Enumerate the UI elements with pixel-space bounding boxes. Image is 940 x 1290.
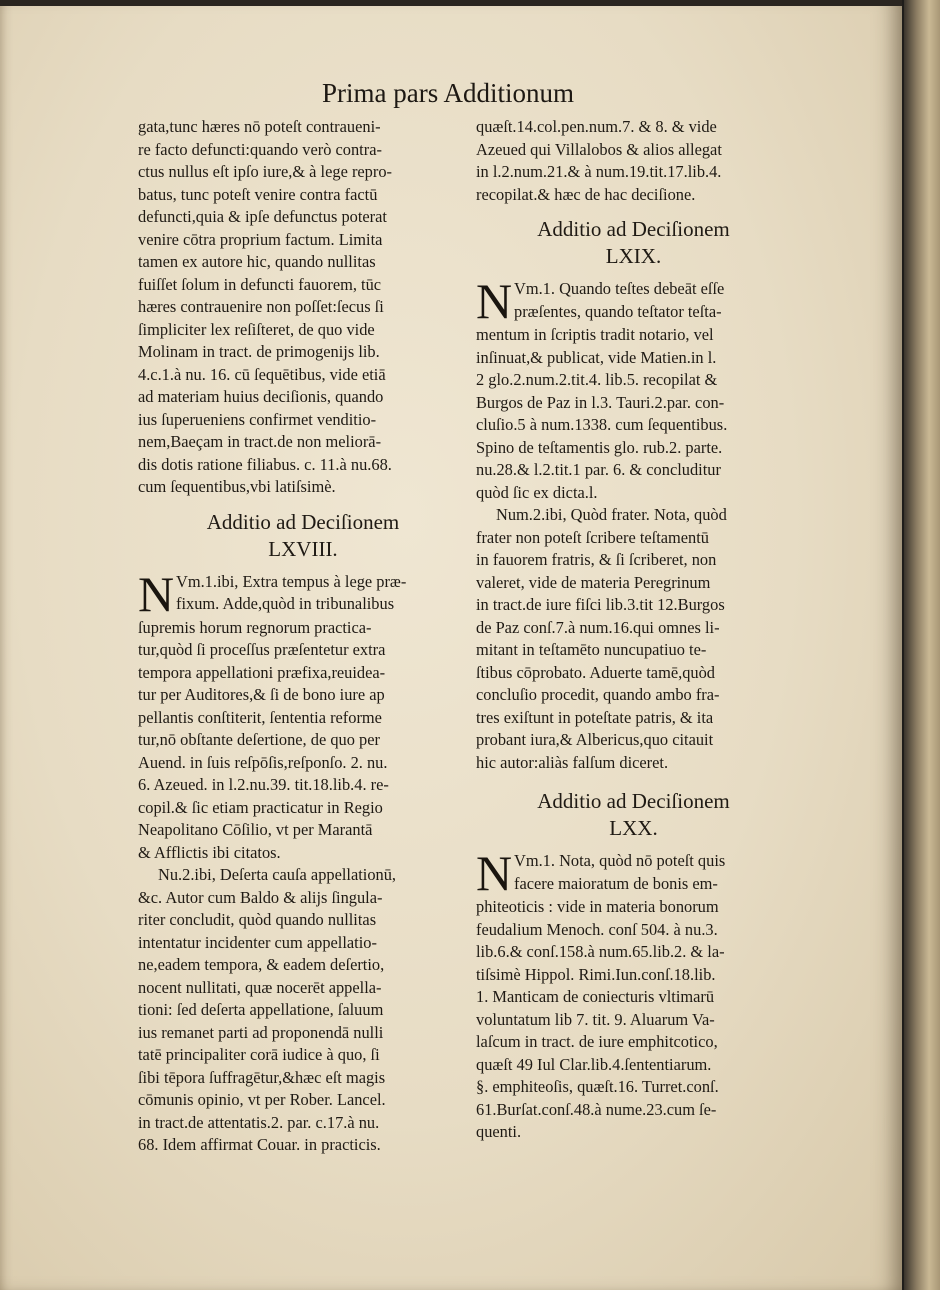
- section-heading-lxx: Additio ad Deciſionem: [537, 789, 730, 813]
- text-line: ſupremis horum regnorum practica-: [138, 617, 372, 637]
- text-line: 6. Azeued. in l.2.nu.39. tit.18.lib.4. re-: [138, 775, 389, 794]
- text-line: voluntatum lib 7. tit. 9. Aluarum Va-: [476, 1009, 715, 1029]
- text-line: gata,tunc hæres nō poteſt contraueni-: [138, 117, 381, 136]
- text-line: ius ſuperueniens confirmet venditio-: [138, 409, 377, 429]
- text-line: tur,quòd ſi proceſſus præſentetur extra: [138, 640, 386, 659]
- paragraph-lxviii: [138, 571, 468, 617]
- text-line: nem,Baeçam in tract.de non meliorā-: [138, 432, 382, 451]
- text-line: tamen ex autore hic, quando nullitas: [138, 252, 376, 271]
- text-line: Spino de teſtamentis glo. rub.2. parte.: [476, 437, 723, 457]
- text-line: tres exiſtunt in poteſtate patris, & ita: [476, 707, 714, 727]
- text-line: mitant in teſtamēto nuncupatiuo te-: [476, 640, 707, 659]
- text-line: tur,nō obſtante deſertione, de quo per: [138, 730, 380, 749]
- paragraph-lxix: [476, 278, 791, 324]
- text-line: frater non poteſt ſcribere teſtamentū: [476, 527, 710, 547]
- text-line: ne,eadem tempora, & eadem deſertio,: [138, 955, 385, 974]
- drop-cap: N: [476, 278, 513, 324]
- running-head: Prima pars Additionum: [322, 78, 574, 108]
- section-number-lxix: LXIX.: [605, 244, 662, 268]
- text-line: re facto defuncti:quando verò contra-: [138, 139, 382, 159]
- text-line: lib.6.& conſ.158.à num.65.lib.2. & la-: [476, 942, 725, 961]
- text-line: concluſio procedit, quando ambo fra-: [476, 685, 720, 704]
- text-line: in tract.de iure fiſci lib.3.tit 12.Burgos: [476, 595, 725, 614]
- text-line: tioni: ſed deſerta appellatione, ſaluum: [138, 1000, 384, 1019]
- text-line: quòd ſic ex dicta.l.: [476, 482, 598, 502]
- text-line: defuncti,quia & ipſe defunctus poterat: [138, 207, 387, 226]
- text-line: fixum. Adde,quòd in tribunalibus: [176, 594, 395, 613]
- text-line: ſibi tēpora ſuffragētur,&hæc eſt magis: [138, 1067, 386, 1087]
- section-heading-lxix: Additio ad Deciſionem: [537, 217, 730, 241]
- drop-cap-lines: [476, 278, 791, 323]
- text-line: inſinuat,& publicat, vide Matien.in l.: [476, 347, 717, 367]
- text-line: batus, tunc poteſt venire contra factū: [138, 184, 378, 204]
- text-line: Auend. in ſuis reſpōſis,reſponſo. 2. nu.: [138, 752, 388, 772]
- text-line: mentum in ſcriptis tradit notario, vel: [476, 325, 714, 344]
- text-line: 1. Manticam de coniecturis vltimarū: [476, 987, 715, 1006]
- text-line: Neapolitano Cōſilio, vt per Marantā: [138, 820, 373, 839]
- drop-cap: N: [138, 570, 175, 617]
- section-number-lxviii: LXVIII.: [268, 536, 338, 561]
- text-line: valeret, vide de materia Peregrinum: [476, 572, 711, 592]
- text-line: §. emphiteoſis, quæſt.16. Turret.conſ.: [476, 1077, 719, 1096]
- text-line: nu.28.& l.2.tit.1 par. 6. & concluditur: [476, 460, 721, 479]
- section-number-lxx: LXX.: [609, 816, 658, 840]
- text-line: ſtibus cōprobato. Aduerte tamē,quòd: [476, 662, 715, 682]
- text-line: ctus nullus eſt ipſo iure,& à lege repro-: [138, 162, 392, 181]
- text-line: 61.Burſat.conſ.48.à nume.23.cum ſe-: [476, 1099, 717, 1119]
- text-line: Nu.2.ibi, Deſerta cauſa appellationū,: [158, 865, 397, 884]
- text-line: pellantis conſtiterit, ſententia reforme: [138, 707, 382, 727]
- drop-cap: N: [476, 850, 513, 896]
- text-line: cum ſequentibus,vbi latiſsimè.: [138, 477, 336, 496]
- text-line: recopilat.& hæc de hac deciſione.: [476, 184, 696, 204]
- text-line: cōmunis opinio, vt per Rober. Lancel.: [138, 1090, 386, 1109]
- text-line: quæſt 49 Iul Clar.lib.4.ſententiarum.: [476, 1054, 712, 1074]
- text-line: de Paz conſ.7.à num.16.qui omnes li-: [476, 617, 720, 637]
- text-line: ad materiam huius deciſionis, quando: [138, 387, 384, 406]
- text-line: Molinam in tract. de primogenijs lib.: [138, 342, 380, 361]
- text-line: & Afflictis ibi citatos.: [138, 842, 281, 862]
- drop-cap-lines: [476, 850, 791, 895]
- left-body-text: [138, 617, 468, 1157]
- text-line: facere maioratum de bonis em-: [514, 873, 718, 893]
- paragraph-lxx: [476, 850, 791, 896]
- text-line: intentatur incidenter cum appellatio-: [138, 932, 377, 952]
- text-line: quæſt.14.col.pen.num.7. & 8. & vide: [476, 117, 717, 136]
- text-line: 68. Idem affirmat Couar. in practicis.: [138, 1135, 381, 1154]
- text-line: tempora appellationi præfixa,reuidea-: [138, 662, 386, 682]
- text-line: ius remanet parti ad proponendā nulli: [138, 1022, 384, 1042]
- text-line: Vm.1. Nota, quòd nō poteſt quis: [514, 851, 726, 870]
- text-line: feudalium Menoch. conſ 504. à nu.3.: [476, 919, 718, 939]
- text-line: venire cōtra proprium factum. Limita: [138, 229, 383, 249]
- text-line: Num.2.ibi, Quòd frater. Nota, quòd: [496, 505, 727, 524]
- text-line: riter concludit, quòd quando nullitas: [138, 910, 377, 929]
- left-column: [138, 116, 468, 1157]
- text-line: fuiſſet ſolum in defuncti fauorem, tūc: [138, 274, 382, 294]
- text-line: hæres contrauenire non poſſet:ſecus ſi: [138, 297, 384, 316]
- next-page-edge: [904, 0, 940, 1290]
- text-line: ſimpliciter lex reſiſteret, de quo vide: [138, 319, 375, 339]
- text-line: Azeued qui Villalobos & alios allegat: [476, 139, 722, 159]
- section-heading-lxviii: Additio ad Deciſionem: [206, 509, 400, 534]
- text-line: Burgos de Paz in l.3. Tauri.2.par. con-: [476, 392, 725, 412]
- right-body-text-lxix: [476, 324, 791, 774]
- text-line: &c. Autor cum Baldo & alijs ſingula-: [138, 887, 383, 907]
- right-top-text: [476, 116, 791, 206]
- text-line: in fauorem fratris, & ſi ſcriberet, non: [476, 550, 717, 569]
- text-line: 2 glo.2.num.2.tit.4. lib.5. recopilat &: [476, 370, 718, 389]
- text-line: laſcum in tract. de iure emphitcotico,: [476, 1032, 718, 1051]
- text-line: in tract.de attentatis.2. par. c.17.à nu.: [138, 1112, 380, 1132]
- text-line: tur per Auditores,& ſi de bono iure ap: [138, 685, 385, 704]
- text-line: quenti.: [476, 1122, 522, 1141]
- text-line: 4.c.1.à nu. 16. cū ſequētibus, vide etiā: [138, 364, 386, 384]
- right-column: [476, 116, 791, 1144]
- text-line: Vm.1.ibi, Extra tempus à lege præ-: [176, 571, 407, 591]
- text-line: in l.2.num.21.& à num.19.tit.17.lib.4.: [476, 162, 722, 181]
- text-line: dis dotis ratione filiabus. c. 11.à nu.68.: [138, 454, 392, 474]
- text-line: præſentes, quando teſtator teſta-: [514, 301, 722, 321]
- text-line: hic autor:aliàs falſum diceret.: [476, 752, 669, 772]
- text-line: tiſsimè Hippol. Rimi.Iun.conſ.18.lib.: [476, 964, 716, 984]
- page-top-edge: [0, 0, 902, 6]
- text-line: Vm.1. Quando teſtes debeāt eſſe: [514, 279, 725, 298]
- text-line: phiteoticis : vide in materia bonorum: [476, 897, 719, 916]
- left-top-text: [138, 116, 468, 499]
- text-line: nocent nullitati, quæ nocerēt appella-: [138, 977, 382, 997]
- text-line: cluſio.5 à num.1338. cum ſequentibus.: [476, 415, 728, 434]
- right-body-text-lxx: [476, 896, 791, 1144]
- text-line: copil.& ſic etiam practicatur in Regio: [138, 797, 383, 817]
- drop-cap-lines: [138, 571, 468, 616]
- text-line: tatē principaliter corā iudice à quo, ſi: [138, 1045, 380, 1064]
- text-line: probant iura,& Albericus,quo citauit: [476, 730, 714, 749]
